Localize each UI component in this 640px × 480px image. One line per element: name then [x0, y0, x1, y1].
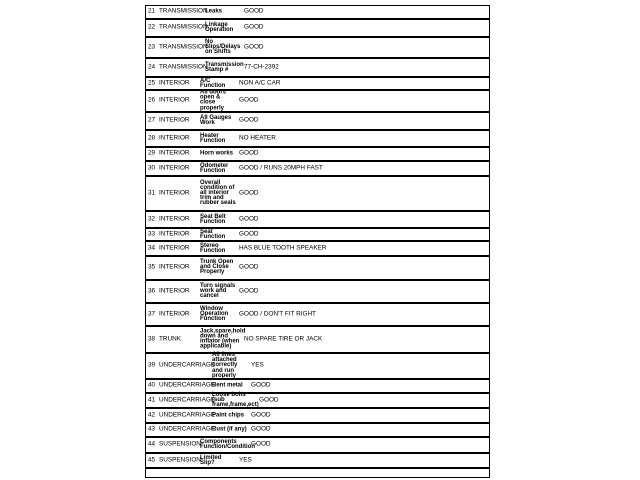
row-category: TRANSMISSION — [159, 7, 208, 15]
row-value: GOOD — [244, 23, 264, 31]
row-item: No Slips/Delays on Shifts — [205, 38, 241, 56]
row-number: 36 — [148, 287, 156, 295]
row-category: INTERIOR — [159, 230, 190, 238]
row-item: Odometer Function — [200, 162, 229, 174]
row-value: GOOD — [251, 411, 271, 419]
row-category: INTERIOR — [159, 189, 190, 197]
row-number: 24 — [148, 63, 156, 71]
row-value: GOOD — [239, 230, 259, 238]
row-item: Components Function/Condition — [200, 438, 255, 450]
row-number: 23 — [148, 43, 156, 51]
row-number: 40 — [148, 381, 156, 389]
table-row-partial — [145, 468, 490, 478]
table-row — [145, 5, 490, 19]
row-category: INTERIOR — [159, 244, 190, 252]
row-value: GOOD — [239, 189, 259, 197]
row-number: 30 — [148, 164, 156, 172]
row-number: 27 — [148, 116, 156, 124]
row-item: Trunk Open and Close Properly — [200, 259, 234, 276]
table-row — [145, 423, 490, 437]
table-row — [145, 393, 490, 408]
row-value: GOOD — [239, 96, 259, 104]
row-item: Transmission Stamp # — [205, 61, 244, 73]
row-category: UNDERCARRIAGE — [159, 425, 216, 433]
row-item: Seat Belt Function — [200, 213, 226, 225]
row-value: GOOD — [239, 149, 259, 157]
row-category: TRANSMISSION — [159, 23, 208, 31]
row-category: INTERIOR — [159, 149, 190, 157]
row-number: 29 — [148, 149, 156, 157]
row-item: Heater Function — [200, 132, 226, 144]
row-value: GOOD / RUNS 20MPH FAST — [239, 164, 323, 172]
row-value: GOOD — [239, 116, 259, 124]
row-value: YES — [239, 456, 252, 464]
table-row — [145, 437, 490, 453]
row-category: SUSPENSION — [159, 440, 201, 448]
table-row — [145, 90, 490, 112]
table-row — [145, 77, 490, 90]
row-item: Stereo Function — [200, 242, 226, 254]
row-category: INTERIOR — [159, 310, 190, 318]
row-item: Horn works — [200, 150, 234, 157]
row-value: NO SPARE TIRE OR JACK — [244, 335, 323, 343]
table-row — [145, 379, 490, 393]
table-row — [145, 161, 490, 176]
row-category: TRANSMISSION — [159, 43, 208, 51]
row-category: INTERIOR — [159, 116, 190, 124]
row-value: GOOD — [244, 43, 264, 51]
row-item: Leaks — [205, 8, 223, 15]
table-row — [145, 326, 490, 353]
row-number: 34 — [148, 244, 156, 252]
row-number: 28 — [148, 134, 156, 142]
row-value: HAS BLUE TOOTH SPEAKER — [239, 244, 327, 252]
table-row — [145, 176, 490, 211]
row-category: UNDERCARRIAGE — [159, 381, 216, 389]
row-number: 25 — [148, 79, 156, 87]
row-value: GOOD — [251, 425, 271, 433]
row-item: Seat Function — [200, 228, 226, 240]
row-number: 38 — [148, 335, 156, 343]
table-row — [145, 241, 490, 256]
row-item: Limited Slip? — [200, 454, 222, 466]
row-number: 42 — [148, 411, 156, 419]
table-row — [145, 408, 490, 423]
row-value: GOOD — [251, 440, 271, 448]
row-category: TRANSMISSION — [159, 63, 208, 71]
table-row — [145, 453, 490, 468]
row-value: GOOD — [251, 381, 271, 389]
table-row — [145, 256, 490, 280]
row-category: INTERIOR — [159, 134, 190, 142]
row-value: GOOD — [239, 215, 259, 223]
table-row — [145, 37, 490, 58]
row-category: INTERIOR — [159, 79, 190, 87]
row-category: INTERIOR — [159, 96, 190, 104]
row-category: TRUNK — [159, 335, 182, 343]
row-number: 32 — [148, 215, 156, 223]
table-row — [145, 112, 490, 130]
row-number: 31 — [148, 189, 156, 197]
row-number: 21 — [148, 7, 156, 15]
row-value: YES — [251, 361, 264, 369]
row-number: 39 — [148, 361, 156, 369]
table-row — [145, 58, 490, 77]
row-item: All Gauges Work — [200, 114, 232, 126]
row-category: UNDERCARRIAGE — [159, 411, 216, 419]
table-row — [145, 19, 490, 37]
inspection-table — [145, 0, 492, 480]
row-item: All doors open & close properly — [200, 89, 227, 112]
row-item: Paint chips — [212, 411, 245, 418]
row-number: 45 — [148, 456, 156, 464]
row-item: All lines attached correctly and run properly — [212, 351, 238, 379]
row-item: Linkage Operation — [205, 21, 234, 33]
table-row — [145, 130, 490, 147]
row-item: Jack,spare,hold down and inflator (when applicable) — [200, 328, 246, 350]
row-value: NON A/C CAR — [239, 79, 281, 87]
row-category: INTERIOR — [159, 263, 190, 271]
row-number: 44 — [148, 440, 156, 448]
row-number: 37 — [148, 310, 156, 318]
row-number: 41 — [148, 396, 156, 404]
row-value: GOOD — [239, 287, 259, 295]
row-item: Loose bolts (sub frame,frame,ect) — [212, 391, 259, 409]
row-category: SUSPENSION — [159, 456, 201, 464]
row-number: 26 — [148, 96, 156, 104]
row-value: GOOD — [239, 263, 259, 271]
row-item: Rust (if any) — [212, 426, 247, 433]
table-row — [145, 353, 490, 379]
row-value: GOOD — [259, 396, 279, 404]
row-number: 33 — [148, 230, 156, 238]
row-category: INTERIOR — [159, 287, 190, 295]
table-row — [145, 211, 490, 228]
table-row — [145, 228, 490, 241]
row-item: Overall condition of all interior trim and rubber seals — [200, 179, 236, 207]
table-row — [145, 280, 490, 303]
row-item: Window Operation Function — [200, 305, 229, 323]
row-item: A/C Function — [200, 77, 226, 89]
row-number: 35 — [148, 263, 156, 271]
row-value: GOOD / DON'T FIT RIGHT — [239, 310, 316, 318]
row-number: 43 — [148, 425, 156, 433]
row-value: 77-CH-2392 — [244, 63, 279, 71]
row-number: 22 — [148, 23, 156, 31]
row-item: Bent metal — [212, 382, 243, 389]
row-category: INTERIOR — [159, 215, 190, 223]
table-row — [145, 147, 490, 161]
row-category: UNDERCARRIAGE — [159, 396, 216, 404]
row-value: NO HEATER — [239, 134, 276, 142]
row-category: UNDERCARRIAGE — [159, 361, 216, 369]
row-value: GOOD — [244, 7, 264, 15]
row-category: INTERIOR — [159, 164, 190, 172]
table-row — [145, 303, 490, 326]
row-item: Turn signals work and cancel — [200, 282, 236, 300]
